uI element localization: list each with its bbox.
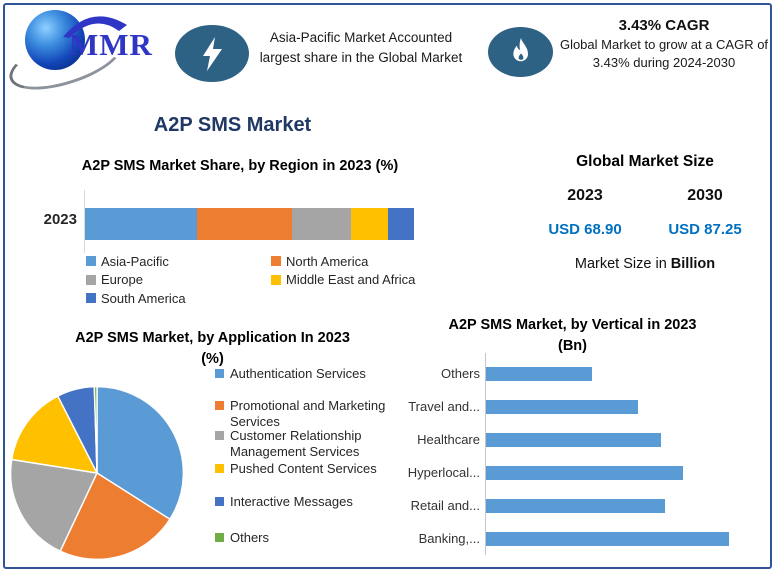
vertical-chart-title-line1: A2P SMS Market, by Vertical in 2023 (448, 317, 697, 333)
legend-label-middle-east-and-africa: Middle East and Africa (286, 272, 416, 288)
vertical-bar-others (486, 367, 592, 381)
vertical-bar-travel-and (486, 400, 638, 414)
legend-label-north-america: North America (286, 253, 369, 269)
cagr-text: Global Market to grow at a CAGR of 3.43% during 2024-2030 (559, 37, 769, 71)
legend-item-south-america (86, 289, 271, 308)
vertical-bar-retail-and (486, 499, 665, 513)
cagr-block (558, 17, 770, 72)
vertical-bar-row-retail-and (392, 489, 744, 522)
vertical-bar-hyperlocal (486, 466, 683, 480)
flame-badge (488, 27, 553, 77)
vertical-bar-label-banking: Banking,... (418, 531, 480, 546)
vertical-bar-label-retail-and: Retail and... (410, 498, 480, 513)
vertical-bar-row-banking (392, 522, 744, 555)
legend-swatch-north-america (271, 256, 281, 266)
legend-label-pushed-content-services: Pushed Content Services (230, 461, 377, 476)
vertical-bar-chart (392, 357, 744, 555)
region-chart-title: A2P SMS Market Share, by Region in 2023 (%) (81, 158, 399, 174)
legend-swatch-pushed-content-services (215, 464, 224, 473)
legend-item-interactive-messages (215, 494, 390, 510)
vertical-bar-label-others: Others (440, 366, 480, 381)
application-chart-title-line1: A2P SMS Market, by Application In 2023 (75, 330, 350, 346)
mmr-logo (5, 5, 175, 90)
vertical-bar-label-travel-and: Travel and... (408, 399, 480, 414)
vertical-bar-row-others (392, 357, 744, 390)
legend-swatch-europe (86, 275, 96, 285)
legend-label-asia-pacific: Asia-Pacific (101, 253, 169, 269)
legend-item-north-america (271, 252, 456, 271)
region-segment-north-america (197, 208, 292, 240)
region-segment-asia-pacific (85, 208, 197, 240)
highlight-asia-pacific-text: Asia-Pacific Market Accounted largest share in the Global Market (259, 30, 463, 65)
legend-swatch-interactive-messages (215, 497, 224, 506)
region-stacked-bar (85, 208, 414, 240)
logo-text: MMR (69, 27, 153, 62)
legend-label-south-america: South America (101, 290, 186, 306)
vertical-bar-track-hyperlocal (486, 466, 744, 480)
market-size-years-row (525, 187, 765, 205)
legend-item-asia-pacific (86, 252, 271, 271)
legend-swatch-others (215, 533, 224, 542)
market-size-value-2030: USD 87.25 (668, 221, 742, 238)
vertical-bar-row-healthcare (392, 423, 744, 456)
vertical-chart-title-line2: (Bn) (558, 338, 587, 355)
legend-swatch-south-america (86, 293, 96, 303)
application-chart-title (30, 328, 395, 370)
legend-item-europe (86, 271, 271, 290)
legend-swatch-asia-pacific (86, 256, 96, 266)
vertical-bar-track-travel-and (486, 400, 744, 414)
vertical-bar-track-banking (486, 532, 744, 546)
vertical-bar-label-healthcare: Healthcare (417, 432, 480, 447)
vertical-bar-track-healthcare (486, 433, 744, 447)
legend-item-customer-relationship-management-services (215, 428, 390, 461)
vertical-bar-track-retail-and (486, 499, 744, 513)
market-size-note-unit: Billion (670, 256, 716, 272)
market-size-year-2030: 2030 (687, 187, 723, 204)
vertical-bar-row-travel-and (392, 390, 744, 423)
legend-item-authentication-services (215, 366, 390, 382)
market-size-value-2023: USD 68.90 (548, 221, 622, 238)
region-segment-south-america (388, 208, 414, 240)
lightning-icon (199, 36, 225, 72)
vertical-bar-label-hyperlocal: Hyperlocal... (407, 465, 480, 480)
legend-label-europe: Europe (101, 272, 143, 288)
application-chart-title-line2: (%) (201, 351, 224, 368)
market-size-year-2023: 2023 (567, 187, 603, 204)
market-size-title: Global Market Size (576, 153, 714, 170)
cagr-heading: 3.43% CAGR (618, 17, 710, 34)
legend-swatch-authentication-services (215, 369, 224, 378)
page-title: A2P SMS Market (153, 114, 312, 136)
legend-label-customer-relationship-management-services: Customer Relationship Management Services (230, 428, 362, 460)
flame-icon (509, 37, 533, 67)
market-size-note (525, 256, 765, 272)
vertical-bar-healthcare (486, 433, 661, 447)
legend-item-middle-east-and-africa (271, 271, 456, 290)
legend-swatch-customer-relationship-management-services (215, 431, 224, 440)
legend-swatch-middle-east-and-africa (271, 275, 281, 285)
region-legend (86, 252, 456, 308)
legend-label-interactive-messages: Interactive Messages (230, 494, 353, 509)
legend-item-pushed-content-services (215, 461, 390, 477)
market-size-values-row (525, 221, 765, 238)
lightning-badge (175, 25, 249, 82)
legend-item-others (215, 530, 390, 546)
infographic-frame (3, 3, 772, 569)
legend-swatch-promotional-and-marketing-services (215, 401, 224, 410)
vertical-bar-track-others (486, 367, 744, 381)
market-size-note-prefix: Market Size in (574, 256, 667, 272)
legend-label-others: Others (230, 530, 270, 545)
application-pie-chart (8, 384, 186, 562)
legend-label-authentication-services: Authentication Services (230, 366, 366, 381)
vertical-bar-row-hyperlocal (392, 456, 744, 489)
vertical-chart-title (400, 315, 745, 357)
legend-label-promotional-and-marketing-services: Promotional and Marketing Services (230, 398, 386, 430)
region-category-label: 2023 (43, 211, 77, 228)
region-segment-europe (292, 208, 351, 240)
region-segment-middle-east-and-africa (351, 208, 387, 240)
legend-item-promotional-and-marketing-services (215, 398, 390, 431)
vertical-bar-banking (486, 532, 729, 546)
application-legend (215, 366, 393, 561)
